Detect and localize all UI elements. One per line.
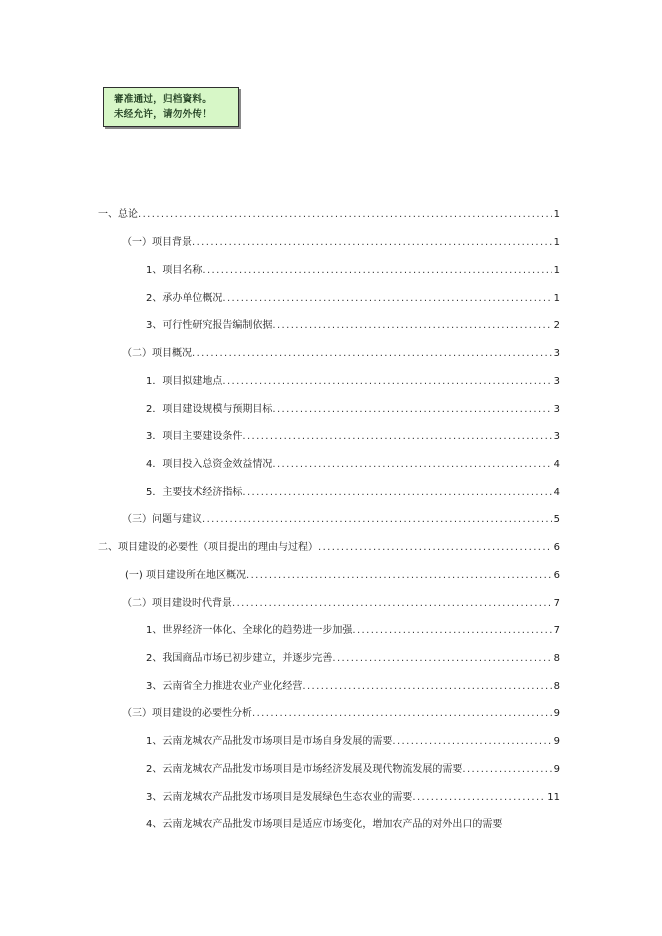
toc-entry-title: 1、项目名称 [146,265,203,276]
toc-page-number: 7 [553,625,560,636]
toc-leader-dots [192,347,552,361]
toc-entry-title: 2、承办单位概况 [146,293,223,304]
toc-entry-subsection[interactable] [146,791,560,805]
toc-entry-title: （三）项目建设的必要性分析 [122,708,252,719]
toc-entry-title: 2、我国商品市场已初步建立，并逐步完善 [146,653,333,664]
toc-entry-section[interactable] [122,597,560,611]
toc-page-number: 4 [553,487,560,498]
toc-leader-dots [352,624,551,638]
toc-entry-title: 3、云南省全力推进农业产业化经营 [146,681,303,692]
toc-entry-title: （二）项目建设时代背景 [122,598,232,609]
toc-leader-dots [138,208,552,222]
toc-entry-subsection[interactable] [146,403,560,417]
toc-leader-dots [222,375,551,389]
toc-page-number: 9 [553,736,560,747]
notice-line-1: 審准通过，归档資料。 [114,94,213,105]
toc-leader-dots [202,264,551,278]
toc-entry-title: 1、云南龙城农产品批发市场项目是市场自身发展的需要 [146,736,393,747]
notice-line-2: 未经允许，请勿外传！ [114,109,213,120]
toc-entry-title: 1、世界经济一体化、全球化的趋势进一步加强 [146,625,353,636]
toc-entry-title: 4．项目投入总资金效益情况 [146,459,273,470]
toc-entry-title: 一、总论 [98,209,138,220]
toc-page-number: 6 [553,570,560,581]
toc-page-number: 1 [553,237,560,248]
toc-entry-section[interactable] [125,569,560,583]
toc-leader-dots [192,236,552,250]
toc-entry-chapter-1[interactable] [98,208,560,222]
toc-entry-section[interactable] [122,707,560,721]
toc-leader-dots [318,541,552,555]
toc-entry-subsection[interactable] [146,458,560,472]
toc-page-number: 3 [553,376,560,387]
toc-entry-title: （三）问题与建议 [122,514,202,525]
toc-leader-dots [272,319,551,333]
toc-leader-dots [272,403,551,417]
toc-entry-subsection[interactable] [146,680,560,694]
toc-page-number: 1 [553,265,560,276]
toc-page-number: 4 [553,459,560,470]
toc-leader-dots [272,458,551,472]
toc-entry-subsection[interactable] [146,818,560,832]
toc-entry-subsection[interactable] [146,430,560,444]
toc-entry-section[interactable] [122,347,560,361]
toc-page-number: 3 [553,431,560,442]
toc-entry-subsection[interactable] [146,375,560,389]
toc-leader-dots [412,791,545,805]
toc-page-number: 1 [553,209,560,220]
toc-page-number: 11 [547,792,560,803]
toc-entry-subsection[interactable] [146,763,560,777]
toc-page-number: 1 [553,293,560,304]
toc-page-number: 8 [553,653,560,664]
toc-leader-dots [252,707,552,721]
toc-page-number: 9 [553,708,560,719]
toc-leader-dots [202,513,552,527]
toc-page-number: 5 [553,514,560,525]
toc-leader-dots [246,569,552,583]
toc-entry-title: 4、云南龙城农产品批发市场项目是适应市场变化，增加农产品的对外出口的需要 [146,819,503,830]
toc-leader-dots [462,763,551,777]
toc-entry-subsection[interactable] [146,735,560,749]
toc-entry-section[interactable] [122,236,560,250]
toc-entry-subsection[interactable] [146,292,560,306]
toc-leader-dots [302,680,551,694]
toc-entry-title: 3．项目主要建设条件 [146,431,243,442]
toc-entry-title: （一）项目背景 [122,237,192,248]
toc-page-number: 3 [553,404,560,415]
toc-entry-subsection[interactable] [146,624,560,638]
toc-entry-subsection[interactable] [146,319,560,333]
toc-entry-section[interactable] [122,513,560,527]
toc-page-number: 2 [553,320,560,331]
toc-page-number: 8 [553,681,560,692]
toc-leader-dots [242,486,551,500]
toc-entry-subsection[interactable] [146,264,560,278]
toc-page-number: 3 [553,348,560,359]
toc-page-number: 7 [553,598,560,609]
toc-entry-title: 5．主要技术经济指标 [146,487,243,498]
toc-leader-dots [222,292,551,306]
toc-leader-dots [232,597,552,611]
toc-page-number: 6 [553,542,560,553]
toc-entry-title: 2．项目建设规模与预期目标 [146,404,273,415]
toc-entry-title: 3、可行性研究报告编制依据 [146,320,273,331]
toc-leader-dots [332,652,551,666]
toc-page-number: 9 [553,764,560,775]
toc-entry-title: (一) 项目建设所在地区概况 [125,570,246,581]
toc-entry-title: 2、云南龙城农产品批发市场项目是市场经济发展及现代物流发展的需要 [146,764,463,775]
toc-entry-title: （二）项目概况 [122,348,192,359]
toc-entry-title: 3、云南龙城农产品批发市场项目是发展绿色生态农业的需要 [146,792,413,803]
toc-entry-title: 1．项目拟建地点 [146,376,223,387]
toc-leader-dots [392,735,551,749]
archive-notice-stamp [103,87,239,127]
toc-leader-dots [242,430,551,444]
toc-entry-subsection[interactable] [146,486,560,500]
toc-entry-chapter-2[interactable] [98,541,560,555]
toc-entry-title: 二、项目建设的必要性（项目提出的理由与过程） [98,542,318,553]
toc-entry-subsection[interactable] [146,652,560,666]
